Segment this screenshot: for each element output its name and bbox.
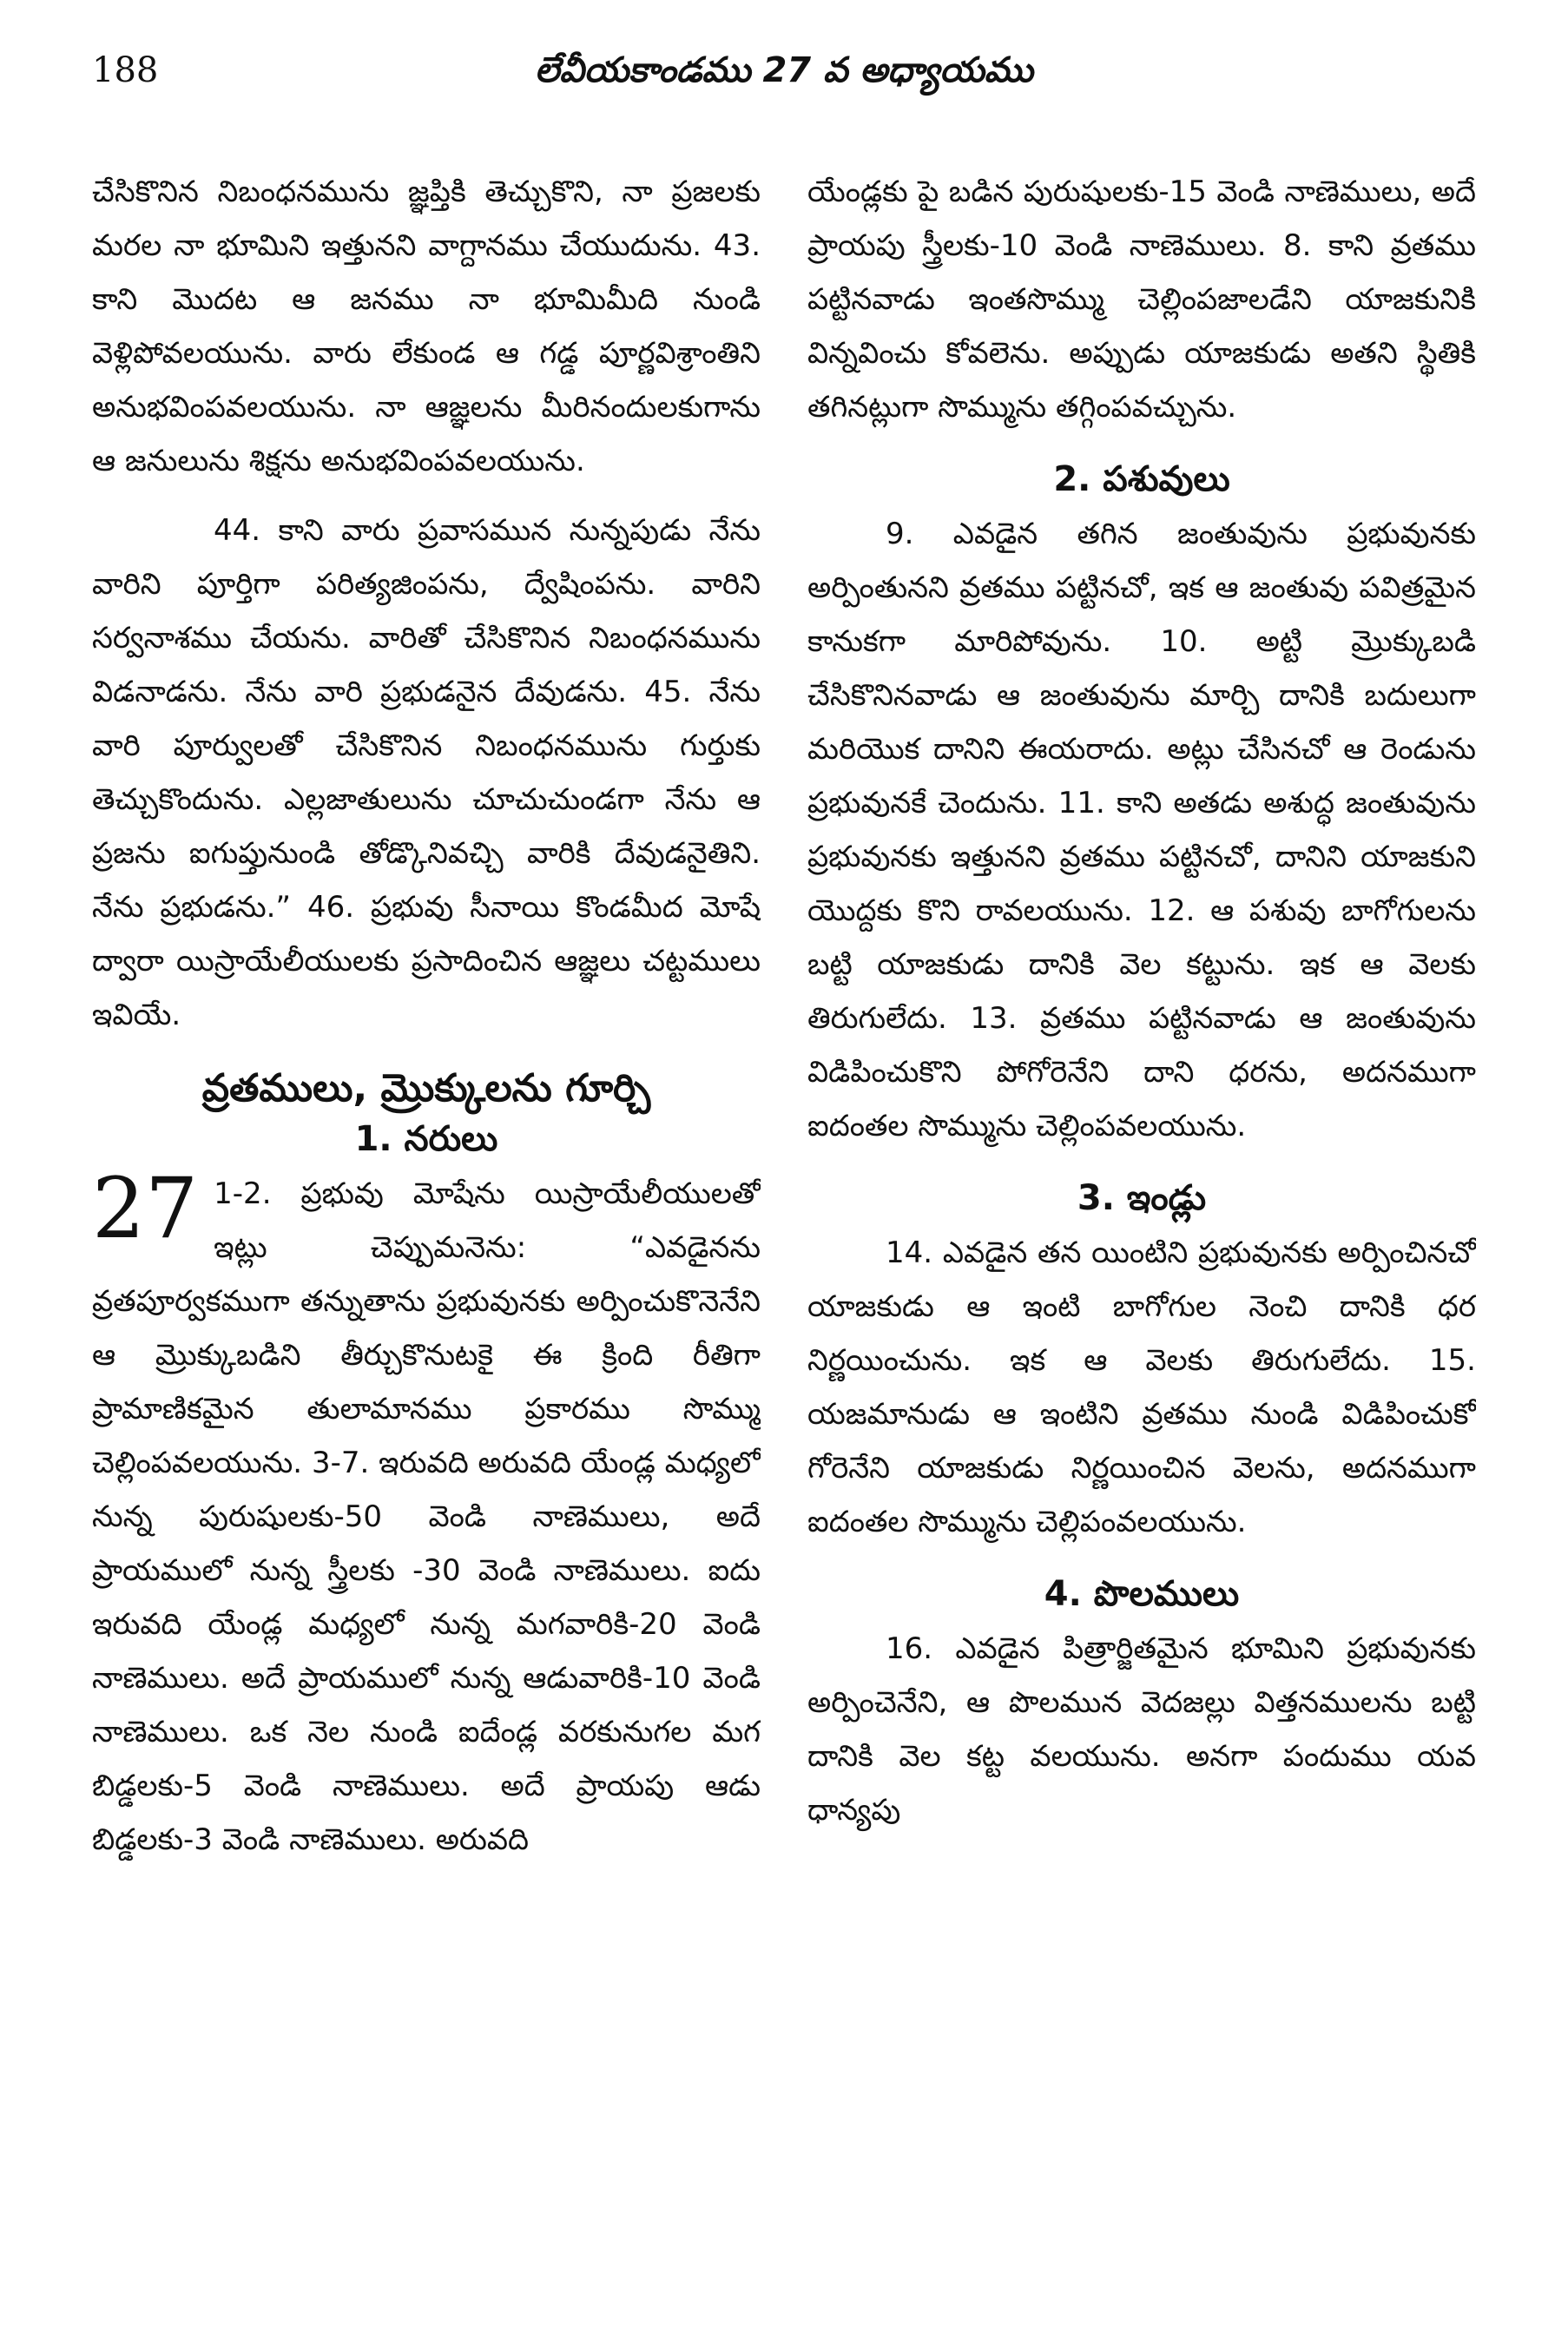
right-column [807, 165, 1476, 2283]
subsection-heading: 4. పొలములు [1044, 1574, 1240, 1614]
page-header [92, 50, 1476, 111]
page-number: 188 [92, 50, 159, 90]
paragraph: చేసికొనిన నిబంధనమును జ్ఞప్తికి తెచ్చుకొని, నా ప్రజలకు మరల నా భూమిని ఇత్తునని వాగ్దానము చేయుదును. 43. కాని మొదట ఆ జనము నా భూమిమీది నుండి వెళ్లిపోవలయును. వారు లేకుండ ఆ గడ్డ పూర్ణవిశ్రాంతిని అనుభవింపవలయును. నా ఆజ్ఞలను మీరినందులకుగాను ఆ జనులును శిక్షను అనుభవింపవలయును. [92, 175, 761, 478]
chapter-number: 27 [92, 1160, 199, 1257]
subsection-heading: 3. ఇండ్లు [1077, 1178, 1207, 1218]
paragraph: 14. ఎవడైన తన యింటిని ప్రభువునకు అర్పించినచో యాజకుడు ఆ ఇంటి బాగోగుల నెంచి దానికి ధర నిర్ణయించును. ఇక ఆ వెలకు తిరుగులేదు. 15. యజమానుడు ఆ ఇంటిని వ్రతము నుండి విడిపించుకో గోరెనేని యాజకుడు నిర్ణయించిన వెలను, అదనముగా ఐదంతల సొమ్మును చెల్లిపంవలయును. [807, 1235, 1476, 1539]
paragraph: యేండ్లకు పై బడిన పురుషులకు-15 వెండి నాణెములు, అదే ప్రాయపు స్త్రీలకు-10 వెండి నాణెములు. 8. కాని వ్రతము పట్టినవాడు ఇంతసొమ్ము చెల్లింపజాలడేని యాజకునికి విన్నవించు కోవలెను. అప్పుడు యాజకుడు అతని స్థితికి తగినట్లుగా సొమ్మును తగ్గింపవచ్చును. [807, 175, 1476, 425]
subsection-heading: 2. పశువులు [1053, 459, 1230, 499]
paragraph: 1-2. ప్రభువు మోషేను యిస్రాయేలీయులతో ఇట్లు చెప్పుమనెను: “ఎవడైనను వ్రతపూర్వకముగా తన్నుతాను ప్రభువునకు అర్పించుకొనెనేని ఆ మ్రొక్కుబడిని తీర్చుకొనుటకై ఈ క్రింది రీతిగా ప్రామాణికమైన తులామానము ప్రకారము సొమ్ము చెల్లింపవలయును. 3-7. ఇరువది అరువది యేండ్ల మధ్యలో నున్న పురుషులకు-50 వెండి నాణెములు, అదే ప్రాయములో నున్న స్త్రీలకు -30 వెండి నాణెములు. ఐదు ఇరువది యేండ్ల మధ్యలో నున్న మగవారికి-20 వెండి నాణెములు. అదే ప్రాయములో నున్న ఆడువారికి-10 వెండి నాణెములు. ఒక నెల నుండి ఐదేండ్ల వరకునుగల మగ బిడ్డలకు-5 వెండి నాణెములు. అదే ప్రాయపు ఆడు బిడ్డలకు-3 వెండి నాణెములు. అరువది [92, 1176, 761, 1857]
paragraph: 44. కాని వారు ప్రవాసమున నున్నపుడు నేను వారిని పూర్తిగా పరిత్యజింపను, ద్వేషింపను. వారిని సర్వనాశము చేయను. వారితో చేసికొనిన నిబంధనమును విడనాడను. నేను వారి ప్రభుడనైన దేవుడను. 45. నేను వారి పూర్వులతో చేసికొనిన నిబంధనమును గుర్తుకు తెచ్చుకొందును. ఎల్లజాతులును చూచుచుండగా నేను ఆ ప్రజను ఐగుప్తునుండి తోడ్కొనివచ్చి వారికి దేవుడనైతిని. నేను ప్రభుడను.” 46. ప్రభువు సీనాయి కొండమీద మోషే ద్వారా యిస్రాయేలీయులకు ప్రసాదించిన ఆజ్ఞలు చట్టములు ఇవియే. [92, 513, 761, 1032]
paragraph: 9. ఎవడైన తగిన జంతువును ప్రభువునకు అర్పింతునని వ్రతము పట్టినచో, ఇక ఆ జంతువు పవిత్రమైన కానుకగా మారిపోవును. 10. అట్టి మ్రొక్కుబడి చేసికొనినవాడు ఆ జంతువును మార్చి దానికి బదులుగా మరియొక దానిని ఈయరాదు. అట్లు చేసినచో ఆ రెండును ప్రభువునకే చెందును. 11. కాని అతడు అశుద్ధ జంతువును ప్రభువునకు ఇత్తునని వ్రతము పట్టినచో, దానిని యాజకుని యొద్దకు కొని రావలయును. 12. ఆ పశువు బాగోగులను బట్టి యాజకుడు దానికి వెల కట్టును. ఇక ఆ వెలకు తిరుగులేదు. 13. వ్రతము పట్టినవాడు ఆ జంతువును విడిపించుకొని పోగోరెనేని దాని ధరను, అదనముగా ఐదంతల సొమ్మును చెల్లింపవలయును. [807, 517, 1476, 1143]
paragraph: 16. ఎవడైన పిత్రార్జితమైన భూమిని ప్రభువునకు అర్పించెనేని, ఆ పొలమున వెదజల్లు విత్తనములను బట్టి దానికి వెల కట్ట వలయును. అనగా పందుము యవ ధాన్యపు [807, 1631, 1476, 1828]
left-column [92, 165, 761, 2283]
running-title: లేవీయకాండము 27 వ అధ్యాయము [535, 50, 1033, 90]
section-title: వ్రతములు, మ్రొక్కులను గూర్చి [201, 1066, 651, 1110]
subsection-heading: 1. నరులు [354, 1119, 498, 1159]
